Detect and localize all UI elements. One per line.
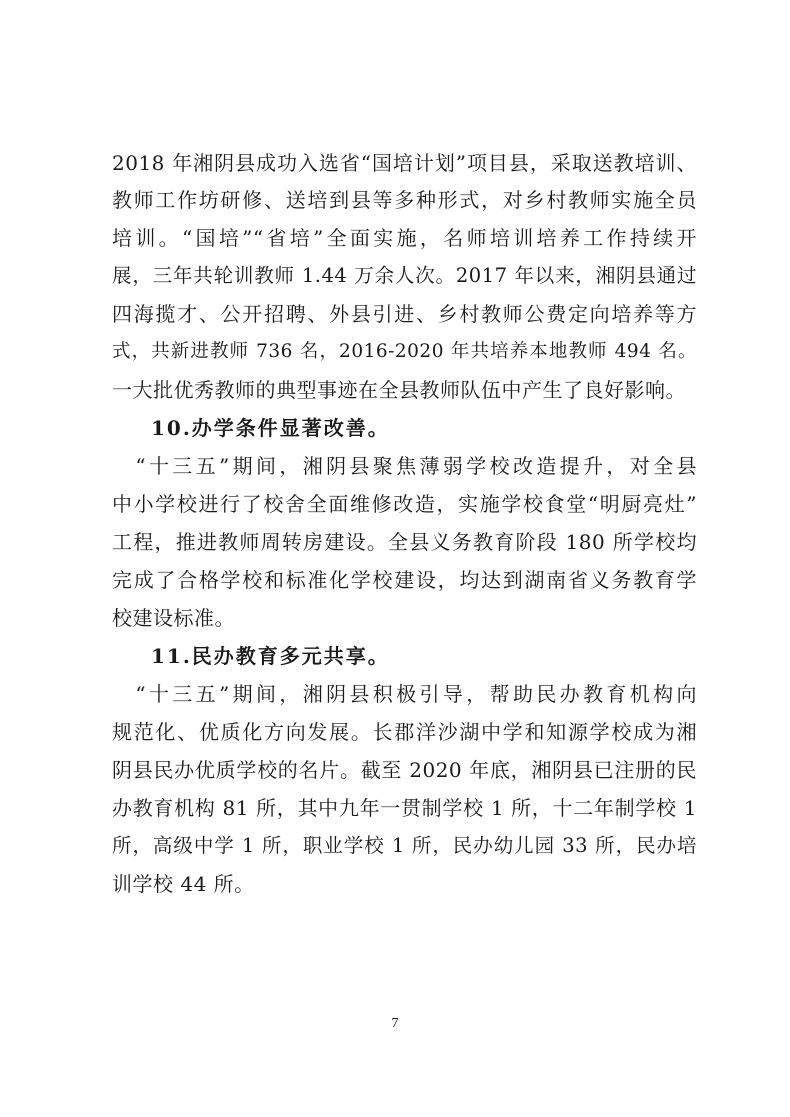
paragraph-line: 阴县民办优质学校的名片。截至 2020 年底，湘阴县已注册的民	[112, 758, 697, 782]
paragraph-line: 工程，推进教师周转房建设。全县义务教育阶段 180 所学校均	[112, 530, 697, 554]
paragraph-line: 展，三年共轮训教师 1.44 万余人次。2017 年以来，湘阴县通过	[112, 264, 697, 287]
paragraph-line: 训学校 44 所。	[112, 872, 255, 896]
paragraph-line: 2018 年湘阴县成功入选省“国培计划”项目县，采取送教培训、	[112, 151, 697, 175]
paragraph-line: 完成了合格学校和标准化学校建设，均达到湖南省义务教育学	[112, 568, 697, 592]
paragraph-line: 校建设标准。	[112, 606, 235, 630]
paragraph-line: 规范化、优质化方向发展。长郡洋沙湖中学和知源学校成为湘	[112, 720, 697, 744]
paragraph-line: 四海揽才、公开招聘、外县引进、乡村教师公费定向培养等方	[112, 302, 697, 326]
paragraph-line: 式，共新进教师 736 名，2016-2020 年共培养本地教师 494 名。	[112, 341, 697, 362]
paragraph-line: 培训。“国培”“省培”全面实施，名师培训培养工作持续开	[112, 226, 697, 250]
paragraph-line: “十三五”期间，湘阴县聚焦薄弱学校改造提升，对全县	[112, 454, 697, 478]
paragraph-line: “十三五”期间，湘阴县积极引导，帮助民办教育机构向	[112, 682, 697, 706]
page-number: 7	[391, 1016, 399, 1031]
paragraph-line: 办教育机构 81 所，其中九年一贯制学校 1 所，十二年制学校 1	[112, 796, 697, 820]
paragraph-line: 教师工作坊研修、送培到县等多种形式，对乡村教师实施全员	[112, 188, 697, 212]
paragraph-line: 中小学校进行了校舍全面维修改造，实施学校食堂“明厨亮灶”	[112, 492, 697, 516]
section-heading: 11.民办教育多元共享。	[151, 644, 390, 668]
paragraph-line: 一大批优秀教师的典型事迹在全县教师队伍中产生了良好影响。	[112, 378, 686, 402]
section-heading: 10.办学条件显著改善。	[151, 416, 390, 440]
paragraph-line: 所，高级中学 1 所，职业学校 1 所，民办幼儿园 33 所，民办培	[112, 834, 697, 857]
